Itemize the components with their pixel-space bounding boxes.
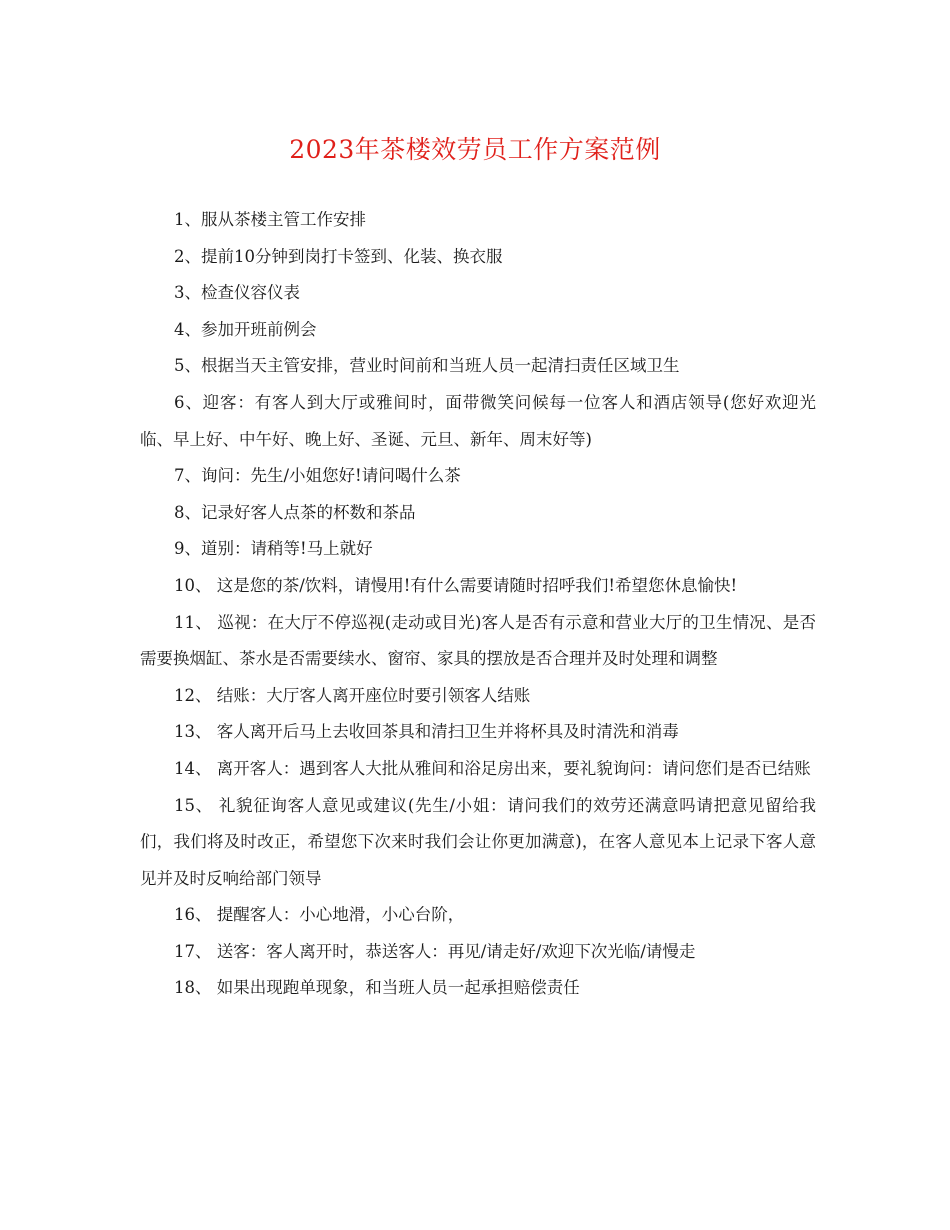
duty-list — [140, 202, 816, 1007]
duty-item-16: 16、 提醒客人：小心地滑，小心台阶， — [174, 905, 465, 925]
duty-item-12: 12、 结账：大厅客人离开座位时要引领客人结账 — [174, 685, 531, 705]
duty-item-9: 9、道别：请稍等!马上就好 — [174, 539, 373, 559]
duty-item-8: 8、记录好客人点茶的杯数和茶品 — [174, 502, 416, 522]
duty-item-11: 11、 巡视：在大厅不停巡视(走动或目光)客人是否有示意和营业大厅的卫生情况、是否需要换烟缸、茶水是否需要续水、窗帘、家具的摆放是否合理并及时处理和调整 — [140, 612, 816, 669]
duty-item-4: 4、参加开班前例会 — [174, 319, 317, 339]
duty-item-10: 10、 这是您的茶/饮料，请慢用!有什么需要请随时招呼我们!希望您休息愉快! — [174, 575, 738, 595]
duty-item-7: 7、询问：先生/小姐您好!请问喝什么茶 — [174, 466, 461, 486]
duty-item-15: 15、 礼貌征询客人意见或建议(先生/小姐：请问我们的效劳还满意吗请把意见留给我们，我们将及时改正，希望您下次来时我们会让你更加满意)，在客人意见本上记录下客人意见并及时反响给部门领导 — [140, 795, 816, 888]
duty-item-6: 6、迎客：有客人到大厅或雅间时，面带微笑问候每一位客人和酒店领导(您好欢迎光临、早上好、中午好、晚上好、圣诞、元旦、新年、周末好等) — [140, 392, 816, 449]
duty-item-14: 14、 离开客人：遇到客人大批从雅间和浴足房出来，要礼貌询问：请问您们是否已结账 — [174, 758, 811, 778]
document-title: 2023年茶楼效劳员工作方案范例 — [289, 135, 661, 164]
duty-item-2: 2、提前10分钟到岗打卡签到、化装、换衣服 — [174, 246, 503, 266]
duty-item-3: 3、检查仪容仪表 — [174, 283, 300, 303]
duty-item-17: 17、 送客：客人离开时，恭送客人：再见/请走好/欢迎下次光临/请慢走 — [174, 941, 696, 961]
duty-item-5: 5、根据当天主管安排，营业时间前和当班人员一起清扫责任区域卫生 — [174, 356, 680, 376]
duty-item-13: 13、 客人离开后马上去收回茶具和清扫卫生并将杯具及时清洗和消毒 — [174, 722, 679, 742]
duty-item-18: 18、 如果出现跑单现象，和当班人员一起承担赔偿责任 — [174, 978, 580, 998]
duty-item-1: 1、服从茶楼主管工作安排 — [174, 210, 366, 229]
